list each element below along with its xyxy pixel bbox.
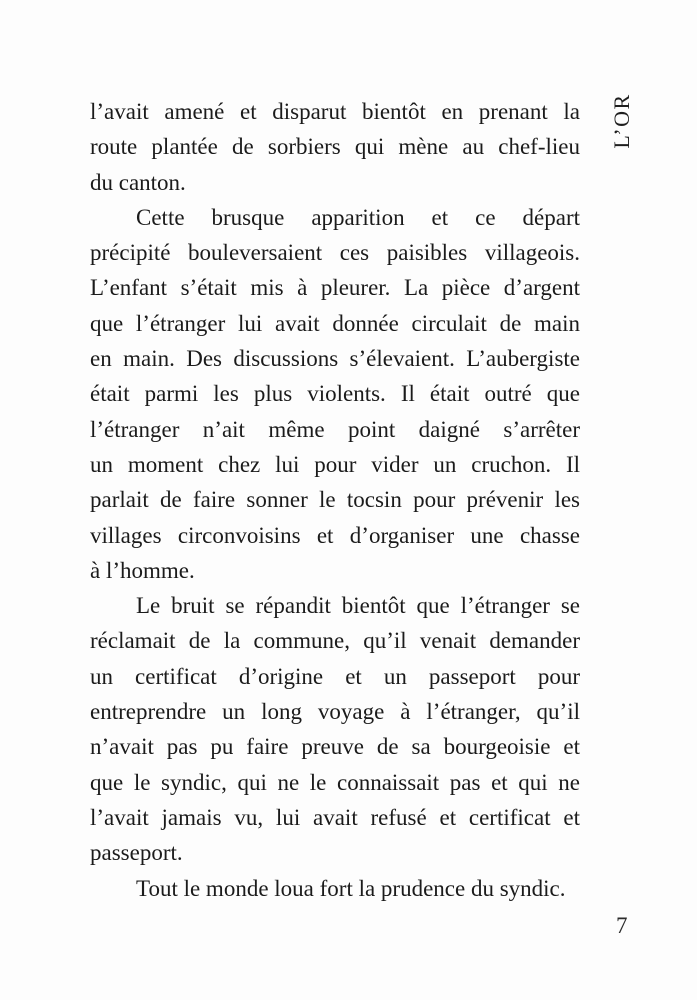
text-line: l’avait jamais vu, lui avait refusé et certificat et <box>90 804 580 830</box>
text-line: un certificat d’origine et un passeport pour <box>90 663 580 689</box>
text-line: un moment chez lui pour vider un cruchon. Il <box>90 451 580 477</box>
text-line: Le bruit se répandit bientôt que l’étranger se <box>136 593 580 619</box>
text-line: du canton. <box>90 169 186 195</box>
text-line: route plantée de sorbiers qui mène au chef-lieu <box>90 134 580 160</box>
text-line: que le syndic, qui ne le connaissait pas et qui ne <box>90 769 580 795</box>
text-line: l’avait amené et disparut bientôt en prenant la <box>90 99 580 124</box>
running-header: L’OR <box>609 93 634 149</box>
text-line: entreprendre un long voyage à l’étranger, qu’il <box>90 699 580 725</box>
text-line: précipité bouleversaient ces paisibles villageois. <box>90 240 580 266</box>
text-line: Cette brusque apparition et ce départ <box>136 204 580 230</box>
text-line: villages circonvoisins et d’organiser une chasse <box>90 522 580 548</box>
text-line: n’avait pas pu faire preuve de sa bourgeoisie et <box>90 734 580 760</box>
body-text <box>90 94 580 906</box>
page-number: 7 <box>616 913 628 938</box>
text-line: réclamait de la commune, qu’il venait demander <box>90 628 580 654</box>
text-line: en main. Des discussions s’élevaient. L’aubergiste <box>90 346 580 372</box>
text-line: l’étranger n’ait même point daigné s’arrêter <box>90 416 580 442</box>
text-line: que l’étranger lui avait donnée circulait de main <box>90 310 580 336</box>
text-line: à l’homme. <box>90 557 195 583</box>
text-line: L’enfant s’était mis à pleurer. La pièce d’argent <box>90 275 580 301</box>
text-line: Tout le monde loua fort la prudence du syndic. <box>136 875 566 901</box>
text-line: était parmi les plus violents. Il était outré que <box>90 381 580 407</box>
text-line: parlait de faire sonner le tocsin pour prévenir les <box>90 487 580 513</box>
text-line: passeport. <box>90 840 183 866</box>
